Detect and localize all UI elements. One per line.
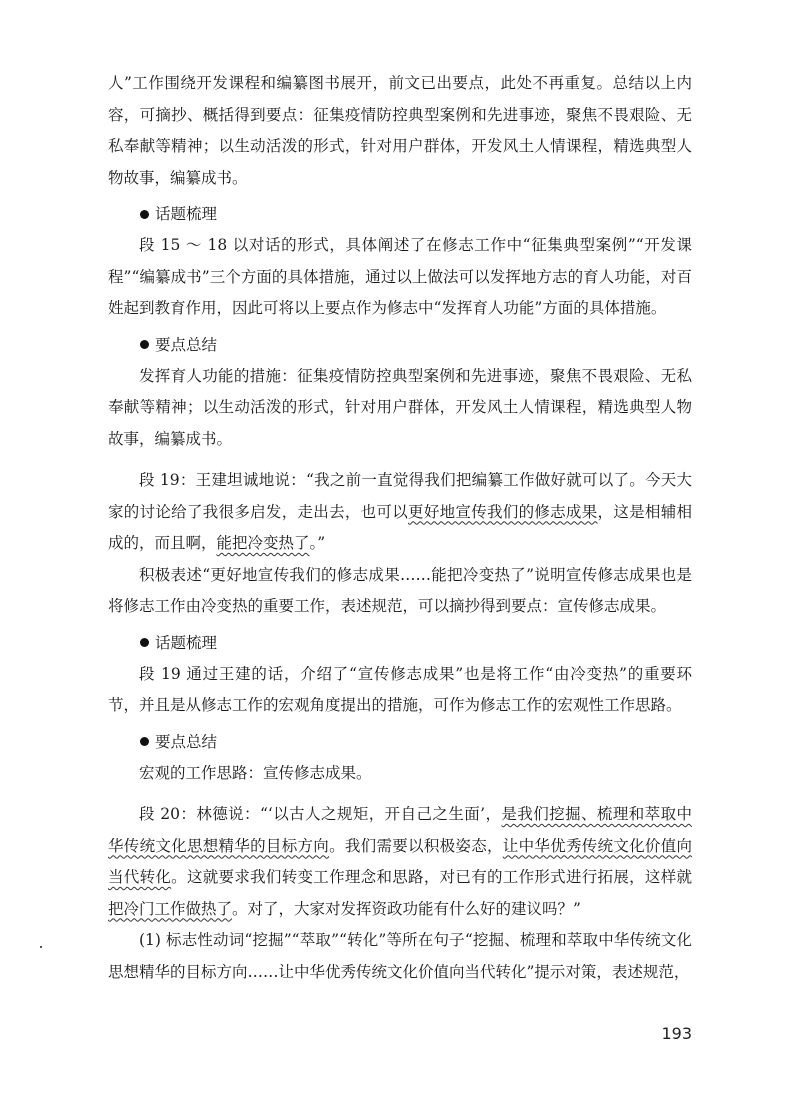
underlined-phrase: 能把冷变热了: [216, 534, 310, 552]
paragraph-topic-1: 段 15 ～ 18 以对话的形式，具体阐述了在修志工作中“征集典型案例”“开发课程”“编纂成书”三个方面的具体措施，通过以上做法可以发挥地方志的育人功能，对百姓起到教育作用，因此可将以上要点作为修志中“发挥育人功能”方面的具体措施。: [108, 236, 692, 317]
paragraph-summary-1: 人”工作围绕开发课程和编纂图书展开，前文已出要点，此处不再重复。总结以上内容，可摘抄、概括得到要点：征集疫情防控典型案例和先进事迹，聚焦不畏艰险、无私奉献等精神；以生动活泼的形式，针对用户群体，开发风土人情课程，精选典型人物故事，编纂成书。: [108, 74, 692, 187]
page-number: 193: [661, 1024, 692, 1043]
paragraph-keypoints-2: 宏观的工作思路：宣传修志成果。: [139, 763, 372, 782]
quote-text: 。对了，大家对发挥资政功能有什么好的建议吗？”: [232, 899, 581, 918]
heading-label: 要点总结: [155, 732, 218, 751]
quote-text: 。”: [309, 534, 326, 552]
paragraph-keypoints-1: 发挥育人功能的措施：征集疫情防控典型案例和先进事迹，聚焦不畏艰险、无私奉献等精神；以生动活泼的形式，针对用户群体，开发风土人情课程，精选典型人物故事，编纂成书。: [108, 366, 692, 448]
quote-text: 。我们需要以积极姿态，: [329, 836, 503, 855]
section-heading-topic-2: [108, 631, 692, 655]
underlined-phrase: 把冷门工作做热了: [108, 899, 233, 918]
quote-text: 段 19：王建坦诚地说：“我之前一直觉得我们把编纂工作做好就可以了。今天大家的讨论给了我很多启发，走出去，也可以: [108, 471, 692, 521]
underlined-phrase: 更好地宣传我们的修志成果: [408, 502, 598, 521]
paragraph-analysis-19: 积极表述“更好地宣传我们的修志成果……能把冷变热了”说明宣传修志成果也是将修志工作由冷变热的重要工作，表述规范，可以摘抄得到要点：宣传修志成果。: [108, 565, 692, 615]
paragraph-analysis-20: (1) 标志性动词“挖掘”“萃取”“转化”等所在句子“挖掘、梳理和萃取中华传统文化思想精华的目标方向……让中华优秀传统文化价值向当代转化”提示对策，表述规范，: [108, 931, 692, 981]
quote-text: 。这就要求我们转变工作理念和思路，对已有的工作形式进行拓展，这样就: [171, 868, 692, 886]
quote-paragraph-19: [108, 465, 692, 560]
bullet-icon: [140, 737, 149, 746]
heading-label: 话题梳理: [155, 633, 218, 652]
scan-speck: [40, 946, 42, 948]
quote-text: ，这是相辅相成的，而且啊，: [108, 502, 692, 552]
bullet-icon: [140, 638, 149, 647]
section-heading-topic: [108, 202, 692, 226]
quote-paragraph-20: [108, 799, 692, 925]
bullet-icon: [140, 210, 149, 219]
bullet-icon: [140, 340, 149, 349]
underlined-phrase: 让中华优秀传统文化价值向当代转化: [108, 836, 692, 886]
section-heading-keypoints-2: [108, 730, 692, 754]
page-body: [108, 68, 692, 988]
quote-text: 段 20：林德说：“‘以古人之规矩，开自己之生面’，: [139, 805, 502, 823]
paragraph-topic-2: 段 19 通过王建的话，介绍了“宣传修志成果”也是将工作“由冷变热”的重要环节，并且是从修志工作的宏观角度提出的措施，可作为修志工作的宏观性工作思路。: [108, 664, 692, 714]
heading-label: 要点总结: [155, 335, 218, 354]
heading-label: 话题梳理: [155, 205, 218, 223]
section-heading-keypoints: [108, 333, 692, 357]
underlined-phrase: 是我们挖掘、梳理和萃取中华传统文化思想精华的目标方向: [108, 805, 692, 855]
